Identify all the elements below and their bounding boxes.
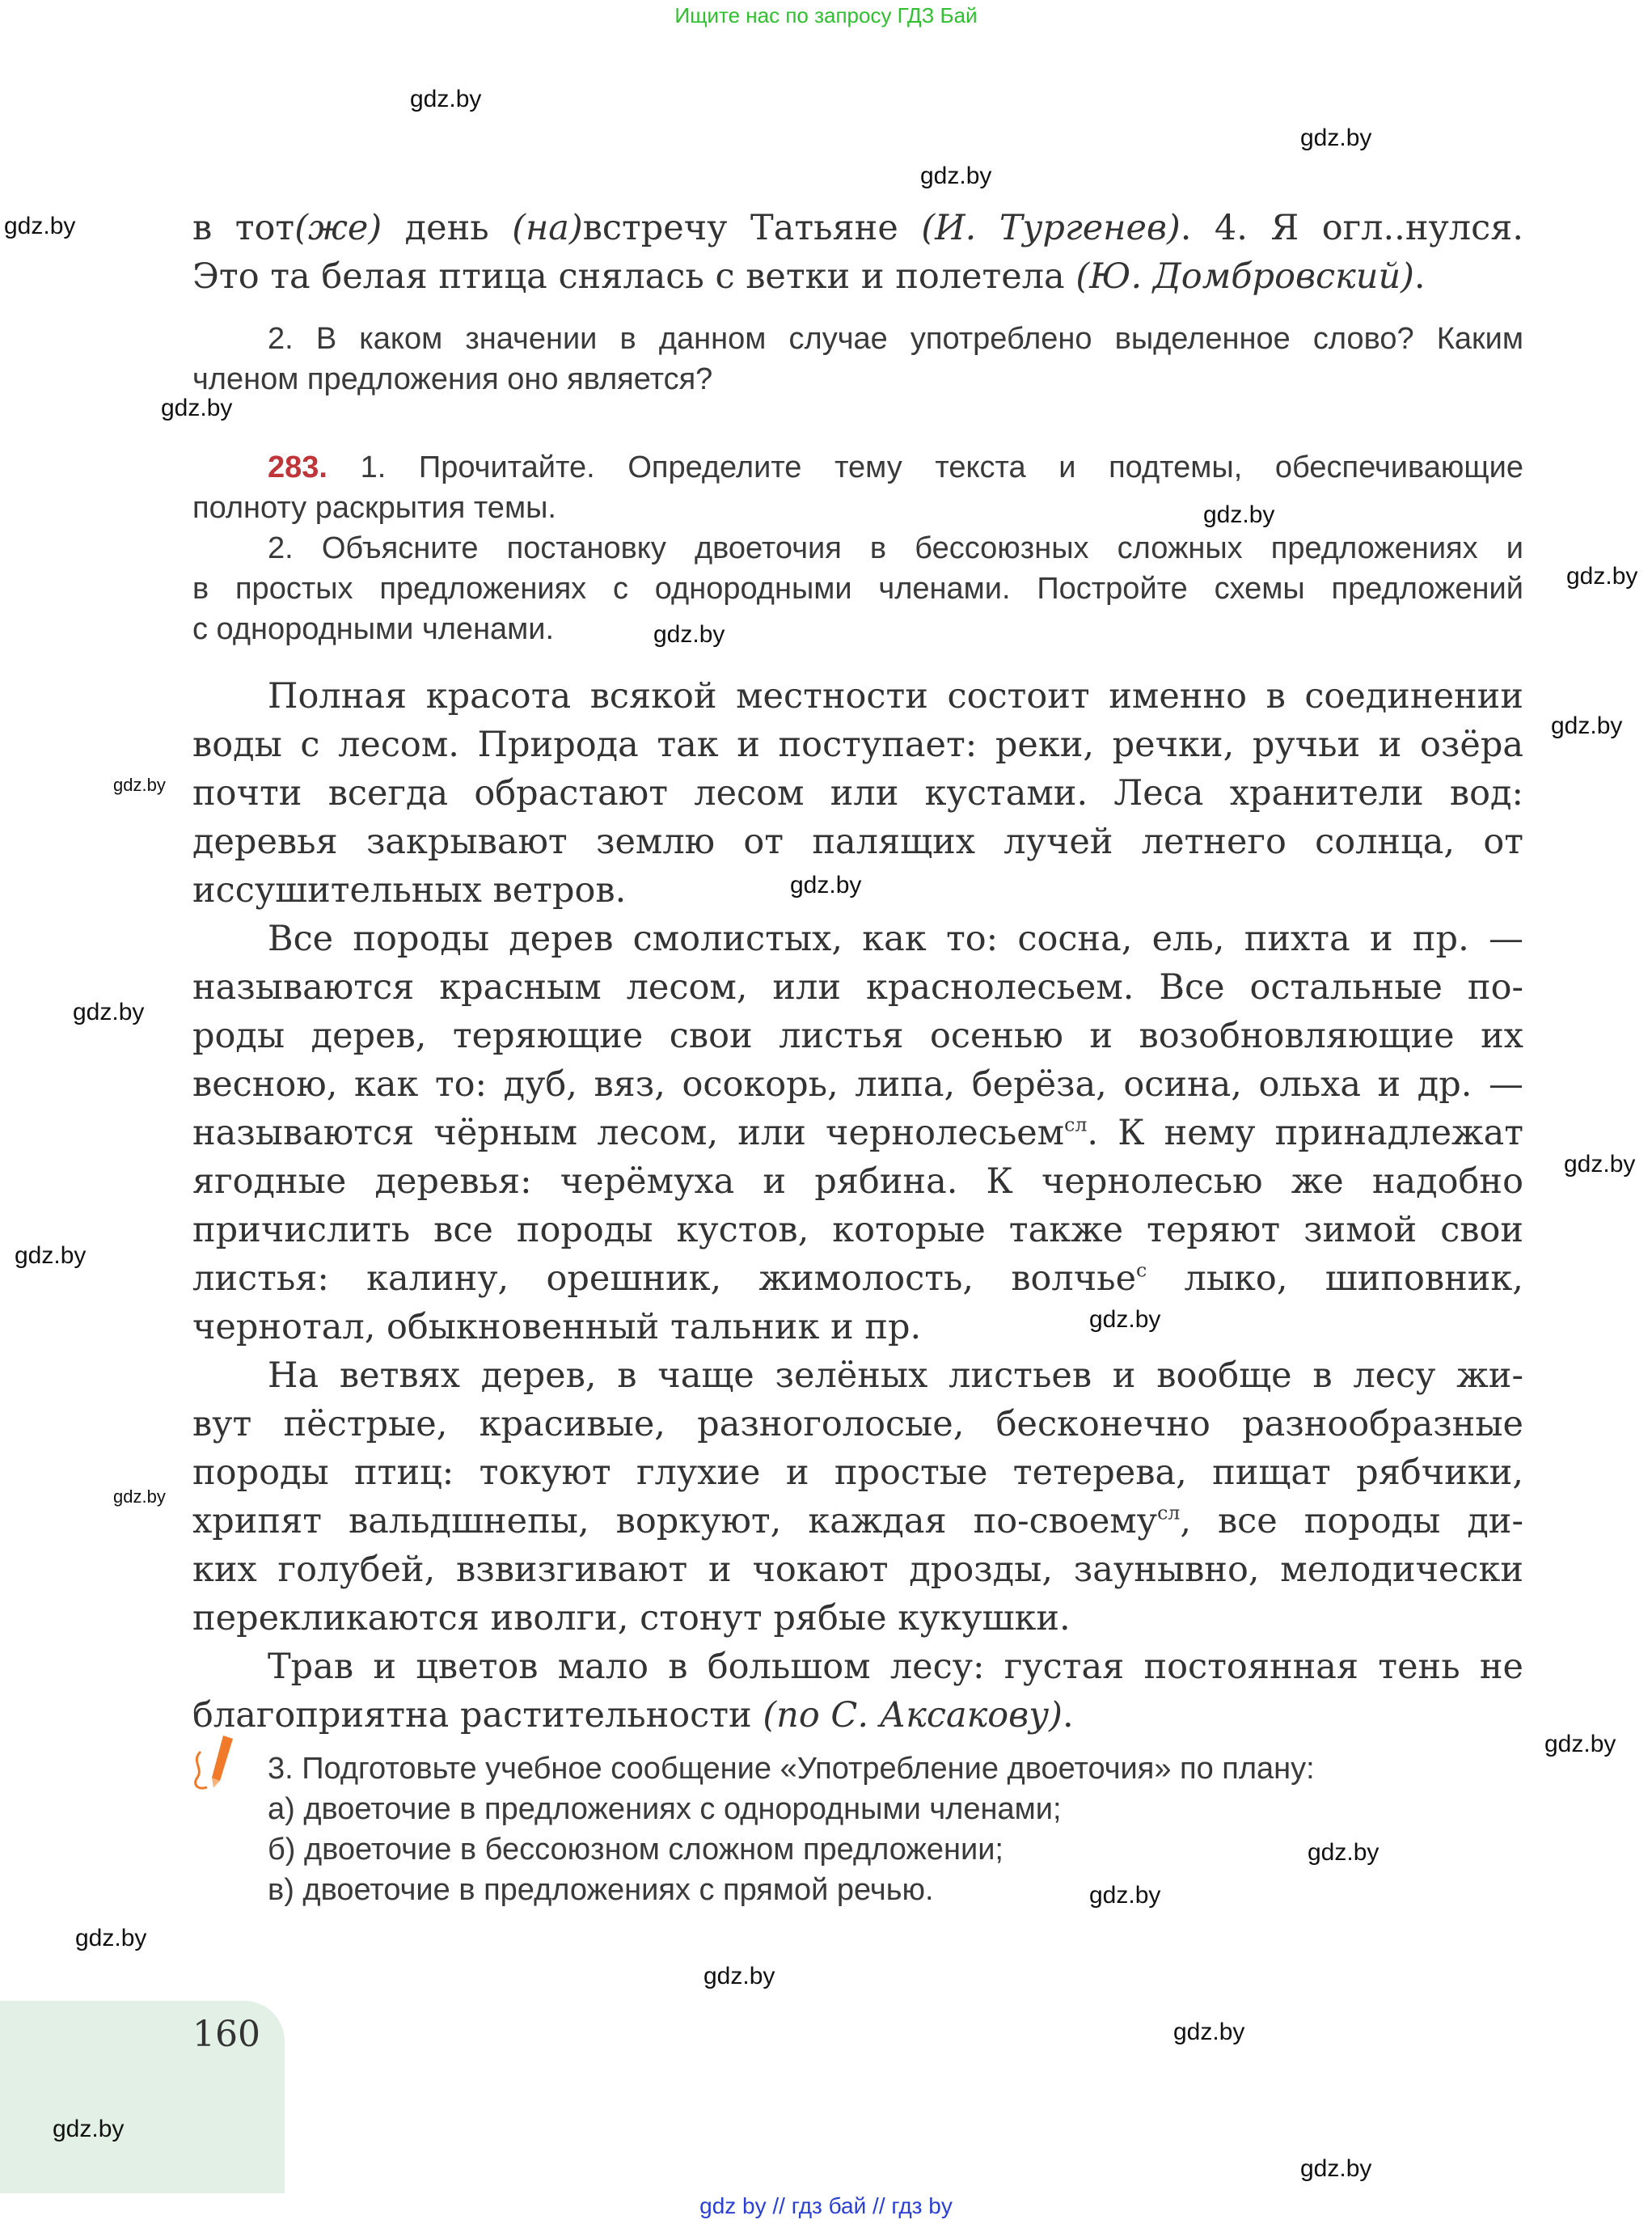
watermark: gdz.by [1308, 1839, 1379, 1866]
text-segment: Трав и цветов мало в большом лесу: густая постоянная тень не [268, 1647, 1523, 1687]
reading-text [192, 672, 1523, 1740]
watermark: gdz.by [790, 872, 862, 898]
text-segment: вут пёстрые, красивые, разноголосые, бесконечно разнообразные [192, 1404, 1523, 1444]
text-segment: в простых предложениях с однородными членами. Постройте схемы предложений [192, 572, 1523, 606]
text-segment: а) двоеточие в предложениях с однородными членами; [268, 1792, 1062, 1826]
watermark: gdz.by [75, 1925, 147, 1951]
text-segment: причислить все породы кустов, которые также теряют зимой свои [192, 1210, 1523, 1250]
search-banner: Ищите нас по запросу ГДЗ Бай [674, 3, 978, 27]
watermark: gdz.by [1564, 1151, 1636, 1178]
text-line [192, 818, 1523, 866]
text-segment: 2. В каком значении в данном случае употреблено выделенное слово? Каким [268, 322, 1523, 356]
text-line [192, 1691, 1523, 1740]
text-segment: б) двоеточие в бессоюзном сложном предложении; [268, 1833, 1003, 1867]
footer-links: gdz by // гдз бай // гдз by [699, 2193, 953, 2218]
watermark: gdz.by [1300, 2155, 1372, 2182]
exercise-number: 283. [268, 450, 327, 484]
text-segment: листья: калину, орешник, жимолость, волчье [192, 1258, 1137, 1299]
watermark: gdz.by [4, 213, 76, 239]
text-line [192, 1448, 1523, 1497]
watermark: gdz.by [73, 999, 145, 1025]
text-segment: 3. Подготовьте учебное сообщение «Употребление двоеточия» по плану: [268, 1752, 1315, 1786]
text-line [192, 1643, 1523, 1691]
text-line [192, 252, 1523, 301]
watermark: gdz.by [920, 163, 992, 189]
watermark: gdz.by [113, 1486, 166, 1507]
text-segment: , все породы ди- [1180, 1501, 1523, 1541]
exercise-tail-text [192, 204, 1523, 301]
text-line [192, 1789, 1523, 1829]
italic-text: (по С. Аксакову) [763, 1695, 1063, 1736]
text-line [192, 963, 1523, 1012]
italic-text: (же) [294, 208, 382, 248]
text-segment: благоприятна растительности [192, 1695, 763, 1736]
text-segment: Полная красота всякой местности состоит именно в соединении [268, 676, 1523, 717]
text-line [192, 1497, 1523, 1545]
stylistic-mark: сл [1064, 1113, 1088, 1136]
text-line [192, 1351, 1523, 1400]
task-2-question [192, 319, 1523, 400]
watermark: gdz.by [1089, 1306, 1161, 1333]
watermark: gdz.by [1551, 712, 1623, 739]
text-line [192, 1254, 1523, 1303]
text-segment: чернотал, обыкновенный тальник и пр. [192, 1307, 922, 1347]
watermark: gdz.by [113, 775, 166, 795]
watermark: gdz.by [1300, 125, 1372, 151]
text-line [192, 1157, 1523, 1206]
text-line [192, 721, 1523, 769]
watermark: gdz.by [1544, 1731, 1616, 1757]
pencil-icon [188, 1732, 252, 1797]
text-line [192, 1206, 1523, 1254]
text-line [192, 1400, 1523, 1448]
text-segment: день [382, 208, 513, 248]
text-line [192, 1109, 1523, 1157]
text-segment: Это та белая птица снялась с ветки и полетела [192, 256, 1076, 297]
exercise-283-tasks [192, 447, 1523, 649]
text-segment: . К нему принадлежат [1087, 1113, 1523, 1153]
watermark: gdz.by [410, 86, 482, 112]
text-segment: перекликаются иволги, стонут рябые кукушки. [192, 1598, 1071, 1638]
text-segment: породы птиц: токуют глухие и простые тетерева, пищат рябчики, [192, 1452, 1523, 1493]
text-line [192, 488, 1523, 528]
text-line [192, 447, 1523, 488]
text-segment: лыко, шиповник, [1147, 1258, 1523, 1299]
watermark: gdz.by [1566, 563, 1638, 590]
text-segment: деревья закрывают землю от палящих лучей летнего солнца, от [192, 822, 1523, 862]
text-segment: с однородными членами. [192, 612, 555, 646]
watermark: gdz.by [1173, 2019, 1245, 2045]
stylistic-mark: сл [1157, 1501, 1181, 1524]
watermark: gdz.by [1203, 501, 1275, 528]
text-line [192, 1870, 1523, 1910]
italic-text: (на) [512, 208, 583, 248]
text-segment: 2. Объясните постановку двоеточия в бессоюзных сложных предложениях и [268, 531, 1523, 565]
text-segment: полноту раскрытия темы. [192, 491, 556, 525]
text-line [192, 769, 1523, 818]
watermark: gdz.by [653, 621, 725, 648]
watermark: gdz.by [53, 2116, 125, 2142]
text-segment: Все породы дерев смолистых, как то: сосна, ель, пихта и пр. — [268, 919, 1523, 959]
text-line [192, 1060, 1523, 1109]
text-segment: . [1413, 256, 1426, 297]
text-line [192, 609, 1523, 649]
text-line [192, 1303, 1523, 1351]
text-line [192, 569, 1523, 609]
text-segment: ких голубей, взвизгивают и чокают дрозды, заунывно, мелодически [192, 1550, 1523, 1590]
page-number: 160 [192, 2014, 260, 2055]
task-3-plan [192, 1748, 1523, 1910]
text-segment: почти всегда обрастают лесом или кустами. Леса хранители вод: [192, 773, 1523, 814]
text-line [192, 319, 1523, 359]
text-segment: роды дерев, теряющие свои листья осенью и возобновляющие их [192, 1016, 1523, 1056]
text-line [192, 359, 1523, 400]
watermark: gdz.by [15, 1242, 87, 1269]
text-segment: воды с лесом. Природа так и поступает: реки, речки, ручьи и озёра [192, 725, 1523, 765]
watermark: gdz.by [1089, 1882, 1161, 1909]
watermark: gdz.by [161, 395, 233, 421]
stylistic-mark: с [1136, 1258, 1147, 1282]
text-segment: иссушительных ветров. [192, 870, 627, 911]
text-segment: называются чёрным лесом, или чернолесьем [192, 1113, 1065, 1153]
text-segment: хрипят вальдшнепы, воркуют, каждая по-своему [192, 1501, 1158, 1541]
text-segment: На ветвях дерев, в чаще зелёных листьев и вообще в лесу жи- [268, 1355, 1523, 1396]
text-line [192, 1594, 1523, 1643]
watermark: gdz.by [703, 1963, 775, 1989]
text-line [192, 1012, 1523, 1060]
italic-text: (Ю. Домбровский) [1075, 256, 1414, 297]
text-line [192, 1748, 1523, 1789]
text-line [192, 528, 1523, 569]
text-segment: членом предложения оно является? [192, 362, 713, 396]
text-segment: называются красным лесом, или краснолесьем. Все остальные по- [192, 967, 1523, 1008]
text-segment: в) двоеточие в предложениях с прямой речью. [268, 1873, 934, 1907]
text-line [192, 204, 1523, 252]
text-segment: весною, как то: дуб, вяз, осокорь, липа, берёза, осина, ольха и др. — [192, 1064, 1523, 1105]
text-segment: 1. Прочитайте. Определите тему текста и подтемы, обеспечивающие [327, 450, 1523, 484]
italic-text: (И. Тургенев) [921, 208, 1181, 248]
text-segment: ягодные деревья: черёмуха и рябина. К чернолесью же надобно [192, 1161, 1523, 1202]
text-line [192, 915, 1523, 963]
text-segment: встречу Татьяне [582, 208, 922, 248]
text-line [192, 672, 1523, 721]
text-line [192, 1545, 1523, 1594]
text-segment: . 4. Я огл..нулся. [1180, 208, 1523, 248]
text-segment: в тот [192, 208, 295, 248]
text-segment: . [1062, 1695, 1074, 1736]
